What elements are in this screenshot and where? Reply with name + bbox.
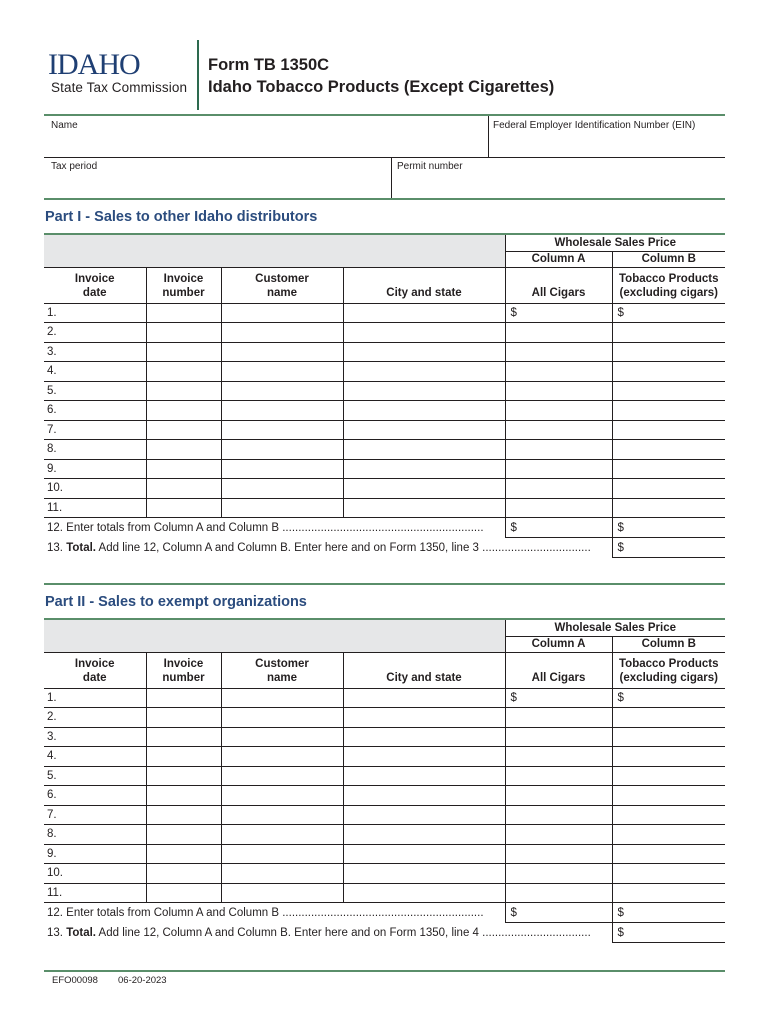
wholesale-header: Wholesale Sales Price [505, 235, 725, 251]
p1-invoice-number-cell[interactable] [146, 420, 221, 440]
column-a-header: Column A [505, 636, 612, 652]
table-row [44, 303, 725, 323]
p1-customer-name-cell[interactable] [221, 323, 343, 343]
part1-line12-col-a[interactable]: $ [505, 518, 612, 538]
part1-line13-prefix: 13. [47, 541, 67, 554]
invoice-number-header-line2: number [162, 286, 205, 299]
p2-invoice-number-cell[interactable] [146, 747, 221, 767]
p1-line-number: 1. [44, 303, 146, 323]
p2-column-b-cell[interactable] [612, 805, 725, 825]
p2-city-state-cell[interactable] [343, 805, 505, 825]
p2-invoice-number-cell[interactable] [146, 883, 221, 903]
form-number: Form TB 1350C [208, 56, 330, 74]
part1-title: Part I - Sales to other Idaho distributors [45, 209, 318, 225]
ein-label: Federal Employer Identification Number (EIN) [493, 120, 696, 131]
field-rule-bottom [44, 198, 725, 200]
p1-invoice-number-cell[interactable] [146, 479, 221, 499]
table-row [44, 459, 725, 479]
p1-line-number: 4. [44, 362, 146, 382]
p2-city-state-cell[interactable] [343, 688, 505, 708]
p1-city-state-cell[interactable] [343, 381, 505, 401]
customer-name-header-line2: name [266, 286, 298, 299]
invoice-date-header-line2: date [82, 671, 107, 684]
p2-customer-name-cell[interactable] [221, 883, 343, 903]
customer-name-header [221, 652, 343, 688]
p1-city-state-cell[interactable] [343, 459, 505, 479]
invoice-date-header-line2: date [82, 286, 107, 299]
p2-line-number: 11. [44, 883, 146, 903]
part2-line13-prefix: 13. [47, 926, 67, 939]
part2-line-12: 12. Enter totals from Column A and Column B ............................................................... [47, 906, 484, 919]
name-label: Name [51, 120, 78, 131]
p2-column-a-cell[interactable] [505, 786, 612, 806]
table-row [44, 479, 725, 499]
tobacco-products-header [612, 267, 725, 303]
all-cigars-header: All Cigars [505, 652, 612, 688]
customer-name-header [221, 267, 343, 303]
p2-column-a-cell[interactable] [505, 844, 612, 864]
p1-invoice-number-cell[interactable] [146, 303, 221, 323]
p1-column-a-cell[interactable] [505, 381, 612, 401]
p1-invoice-number-cell[interactable] [146, 362, 221, 382]
tobacco-products-header [612, 652, 725, 688]
p1-column-b-cell[interactable] [612, 420, 725, 440]
part1-table [44, 235, 725, 558]
p2-column-a-cell[interactable]: $ [505, 688, 612, 708]
p1-city-state-cell[interactable] [343, 440, 505, 460]
p1-city-state-cell[interactable] [343, 303, 505, 323]
table-row [44, 323, 725, 343]
invoice-date-header-line1: Invoice [74, 657, 115, 670]
ein-field[interactable] [489, 116, 725, 157]
form-code: EFO00098 [52, 975, 98, 986]
table-row [44, 401, 725, 421]
invoice-number-header [146, 267, 221, 303]
customer-name-header-line2: name [266, 671, 298, 684]
logo-subtitle: State Tax Commission [51, 80, 188, 95]
tobacco-header-line1: Tobacco Products [619, 272, 719, 285]
p2-customer-name-cell[interactable] [221, 805, 343, 825]
p1-customer-name-cell[interactable] [221, 381, 343, 401]
p2-column-a-cell[interactable] [505, 825, 612, 845]
part1-line-13 [44, 538, 612, 558]
p1-invoice-number-cell[interactable] [146, 323, 221, 343]
p2-city-state-cell[interactable] [343, 864, 505, 884]
p1-column-b-cell[interactable] [612, 401, 725, 421]
invoice-number-header-line1: Invoice [163, 272, 204, 285]
part2-line13-rest: Add line 12, Column A and Column B. Enter here and on Form 1350, line 4 .................................. [96, 926, 591, 939]
table-row [44, 498, 725, 518]
p1-column-a-cell[interactable] [505, 440, 612, 460]
invoice-number-header-line2: number [162, 671, 205, 684]
p1-city-state-cell[interactable] [343, 323, 505, 343]
header-divider [197, 40, 199, 110]
p1-column-b-cell[interactable] [612, 479, 725, 499]
p2-column-b-cell[interactable] [612, 708, 725, 728]
p2-line-number: 6. [44, 786, 146, 806]
p1-column-a-cell[interactable] [505, 323, 612, 343]
part2-title: Part II - Sales to exempt organizations [45, 594, 307, 610]
p1-customer-name-cell[interactable] [221, 479, 343, 499]
p2-city-state-cell[interactable] [343, 708, 505, 728]
table-row [44, 864, 725, 884]
p2-city-state-cell[interactable] [343, 727, 505, 747]
invoice-date-header [44, 652, 146, 688]
p1-customer-name-cell[interactable] [221, 362, 343, 382]
p1-invoice-number-cell[interactable] [146, 401, 221, 421]
p2-column-b-cell[interactable] [612, 825, 725, 845]
p2-column-a-cell[interactable] [505, 708, 612, 728]
table-row [44, 805, 725, 825]
p2-city-state-cell[interactable] [343, 747, 505, 767]
p1-city-state-cell[interactable] [343, 498, 505, 518]
p1-column-a-cell[interactable] [505, 362, 612, 382]
tax-period-field[interactable] [44, 158, 391, 198]
p2-customer-name-cell[interactable] [221, 844, 343, 864]
p2-column-a-cell[interactable] [505, 883, 612, 903]
invoice-date-header-line1: Invoice [74, 272, 115, 285]
customer-name-header-line1: Customer [255, 657, 309, 670]
p2-city-state-cell[interactable] [343, 766, 505, 786]
p1-customer-name-cell[interactable] [221, 459, 343, 479]
p2-customer-name-cell[interactable] [221, 864, 343, 884]
p1-line-number: 9. [44, 459, 146, 479]
p2-invoice-number-cell[interactable] [146, 844, 221, 864]
p2-customer-name-cell[interactable] [221, 766, 343, 786]
table-row [44, 747, 725, 767]
part1-line13-rest: Add line 12, Column A and Column B. Enter here and on Form 1350, line 3 .................................. [96, 541, 591, 554]
p1-column-b-cell[interactable]: $ [612, 303, 725, 323]
table-row [44, 362, 725, 382]
p2-city-state-cell[interactable] [343, 786, 505, 806]
part2-header-shade [44, 620, 505, 652]
column-b-header: Column B [612, 251, 725, 267]
p1-column-b-cell[interactable] [612, 381, 725, 401]
p2-column-a-cell[interactable] [505, 766, 612, 786]
p1-column-b-cell[interactable] [612, 323, 725, 343]
table-row [44, 727, 725, 747]
p1-column-b-cell[interactable] [612, 362, 725, 382]
p2-invoice-number-cell[interactable] [146, 688, 221, 708]
p2-customer-name-cell[interactable] [221, 747, 343, 767]
logo-idaho: IDAHO [48, 48, 140, 81]
part2-table [44, 620, 725, 943]
p1-line-number: 3. [44, 342, 146, 362]
p2-line-number: 1. [44, 688, 146, 708]
p2-line-number: 5. [44, 766, 146, 786]
p2-invoice-number-cell[interactable] [146, 766, 221, 786]
part2-line12-col-b[interactable]: $ [612, 903, 725, 923]
p2-line-number: 3. [44, 727, 146, 747]
p1-customer-name-cell[interactable] [221, 420, 343, 440]
p1-line-number: 6. [44, 401, 146, 421]
p1-line-number: 8. [44, 440, 146, 460]
p2-column-b-cell[interactable] [612, 727, 725, 747]
p2-invoice-number-cell[interactable] [146, 786, 221, 806]
customer-name-header-line1: Customer [255, 272, 309, 285]
revision-date: 06-20-2023 [118, 975, 167, 986]
p1-invoice-number-cell[interactable] [146, 342, 221, 362]
table-row [44, 708, 725, 728]
p2-invoice-number-cell[interactable] [146, 805, 221, 825]
table-row [44, 440, 725, 460]
name-field[interactable] [44, 116, 488, 157]
p1-column-b-cell[interactable] [612, 459, 725, 479]
p1-city-state-cell[interactable] [343, 362, 505, 382]
p2-column-b-cell[interactable] [612, 786, 725, 806]
invoice-number-header-line1: Invoice [163, 657, 204, 670]
wholesale-header: Wholesale Sales Price [505, 620, 725, 636]
p2-city-state-cell[interactable] [343, 825, 505, 845]
p2-city-state-cell[interactable] [343, 883, 505, 903]
p1-customer-name-cell[interactable] [221, 342, 343, 362]
p1-column-a-cell[interactable] [505, 401, 612, 421]
p1-invoice-number-cell[interactable] [146, 459, 221, 479]
table-row [44, 786, 725, 806]
part-separator-rule [44, 583, 725, 585]
part1-line13-bold: Total. [66, 541, 96, 554]
p2-city-state-cell[interactable] [343, 844, 505, 864]
p1-line-number: 11. [44, 498, 146, 518]
table-row [44, 342, 725, 362]
p2-column-b-cell[interactable]: $ [612, 688, 725, 708]
p1-customer-name-cell[interactable] [221, 303, 343, 323]
p1-city-state-cell[interactable] [343, 342, 505, 362]
p2-column-a-cell[interactable] [505, 727, 612, 747]
p2-column-a-cell[interactable] [505, 805, 612, 825]
p2-customer-name-cell[interactable] [221, 727, 343, 747]
p1-column-a-cell[interactable] [505, 479, 612, 499]
tobacco-header-line1: Tobacco Products [619, 657, 719, 670]
tax-period-label: Tax period [51, 161, 98, 172]
p1-customer-name-cell[interactable] [221, 401, 343, 421]
column-b-header: Column B [612, 636, 725, 652]
part2-line13-bold: Total. [66, 926, 96, 939]
p2-line-number: 4. [44, 747, 146, 767]
p1-invoice-number-cell[interactable] [146, 498, 221, 518]
permit-field[interactable] [392, 158, 725, 198]
permit-label: Permit number [397, 161, 463, 172]
p1-city-state-cell[interactable] [343, 401, 505, 421]
p1-line-number: 2. [44, 323, 146, 343]
table-row [44, 766, 725, 786]
p1-column-a-cell[interactable] [505, 420, 612, 440]
p1-city-state-cell[interactable] [343, 420, 505, 440]
city-state-header: City and state [343, 652, 505, 688]
p2-column-a-cell[interactable] [505, 747, 612, 767]
table-row [44, 844, 725, 864]
part1-line12-col-b[interactable]: $ [612, 518, 725, 538]
p1-customer-name-cell[interactable] [221, 498, 343, 518]
all-cigars-header: All Cigars [505, 267, 612, 303]
table-row [44, 688, 725, 708]
invoice-number-header [146, 652, 221, 688]
p2-customer-name-cell[interactable] [221, 825, 343, 845]
p2-column-a-cell[interactable] [505, 864, 612, 884]
p2-customer-name-cell[interactable] [221, 786, 343, 806]
p2-line-number: 10. [44, 864, 146, 884]
p1-column-b-cell[interactable] [612, 342, 725, 362]
p1-column-a-cell[interactable] [505, 459, 612, 479]
p1-city-state-cell[interactable] [343, 479, 505, 499]
p2-line-number: 7. [44, 805, 146, 825]
part2-line12-col-a[interactable]: $ [505, 903, 612, 923]
column-a-header: Column A [505, 251, 612, 267]
p2-line-number: 2. [44, 708, 146, 728]
part1-line13-total[interactable]: $ [612, 538, 725, 558]
p2-invoice-number-cell[interactable] [146, 727, 221, 747]
tobacco-header-line2: (excluding cigars) [619, 286, 718, 299]
p2-column-b-cell[interactable] [612, 844, 725, 864]
p1-column-a-cell[interactable] [505, 342, 612, 362]
table-row [44, 825, 725, 845]
p1-column-b-cell[interactable] [612, 440, 725, 460]
city-state-header: City and state [343, 267, 505, 303]
p2-column-b-cell[interactable] [612, 747, 725, 767]
part2-line13-total[interactable]: $ [612, 923, 725, 943]
tobacco-header-line2: (excluding cigars) [619, 671, 718, 684]
table-row [44, 883, 725, 903]
table-row [44, 420, 725, 440]
p1-line-number: 5. [44, 381, 146, 401]
footer-rule [44, 970, 725, 972]
invoice-date-header [44, 267, 146, 303]
p1-column-a-cell[interactable]: $ [505, 303, 612, 323]
p2-invoice-number-cell[interactable] [146, 864, 221, 884]
p1-line-number: 7. [44, 420, 146, 440]
p2-invoice-number-cell[interactable] [146, 708, 221, 728]
p1-invoice-number-cell[interactable] [146, 381, 221, 401]
form-title: Idaho Tobacco Products (Except Cigarettes) [208, 78, 555, 96]
p2-column-b-cell[interactable] [612, 883, 725, 903]
p2-column-b-cell[interactable] [612, 766, 725, 786]
table-row [44, 381, 725, 401]
part1-line-12: 12. Enter totals from Column A and Column B ............................................................... [47, 521, 484, 534]
p1-column-a-cell[interactable] [505, 498, 612, 518]
p1-column-b-cell[interactable] [612, 498, 725, 518]
p2-line-number: 9. [44, 844, 146, 864]
p1-line-number: 10. [44, 479, 146, 499]
p2-column-b-cell[interactable] [612, 864, 725, 884]
part2-line-13 [44, 923, 612, 943]
p2-invoice-number-cell[interactable] [146, 825, 221, 845]
part1-header-shade [44, 235, 505, 267]
p2-customer-name-cell[interactable] [221, 708, 343, 728]
p1-customer-name-cell[interactable] [221, 440, 343, 460]
p2-customer-name-cell[interactable] [221, 688, 343, 708]
p1-invoice-number-cell[interactable] [146, 440, 221, 460]
p2-line-number: 8. [44, 825, 146, 845]
